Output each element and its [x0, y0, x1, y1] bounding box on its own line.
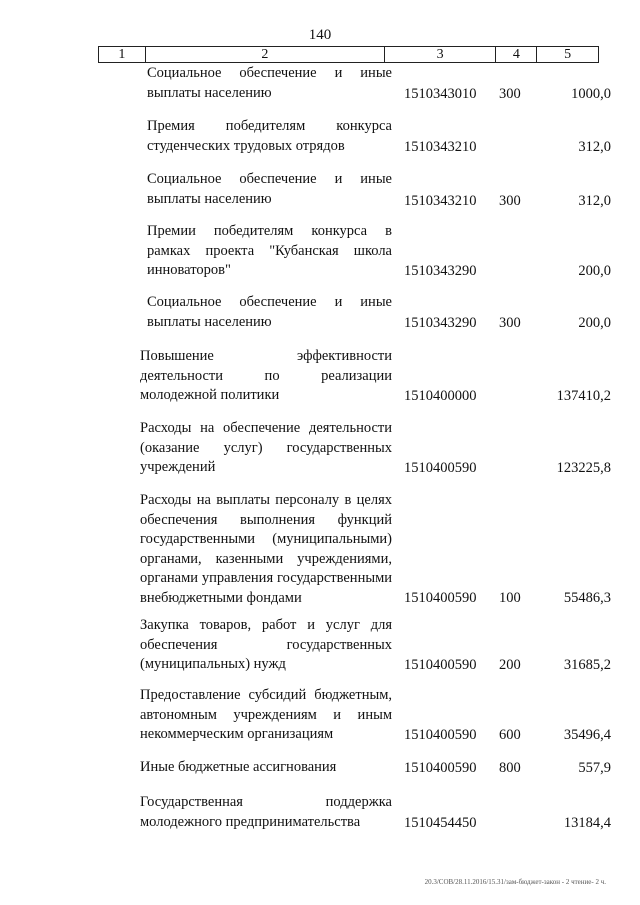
row-code: 1510400590 [404, 760, 477, 776]
table-row [0, 64, 640, 104]
row-code: 1510400590 [404, 657, 477, 673]
header-col-5: 5 [564, 47, 572, 62]
row-amount: 1000,0 [571, 86, 611, 102]
row-name: Расходы на выплаты персоналу в целях обеспечения выполнения функций государственными (муниципальными) органами, казенными учреждениями, органами управления государственными внебюджетными фондами [140, 492, 392, 606]
row-amount: 312,0 [578, 193, 611, 209]
table-row [0, 491, 640, 608]
page-number: 140 [308, 27, 332, 43]
row-code: 1510400590 [404, 727, 477, 743]
row-name: Социальное обеспечение и иные выплаты населению [147, 65, 392, 101]
row-code: 1510400000 [404, 388, 477, 404]
header-col-4: 4 [496, 47, 537, 62]
row-amount: 31685,2 [563, 657, 611, 673]
row-expense-type: 200 [499, 657, 521, 673]
table-row [0, 293, 640, 333]
row-code: 1510343210 [404, 193, 477, 209]
row-expense-type: 600 [499, 727, 521, 743]
row-amount: 35496,4 [563, 727, 611, 743]
row-expense-type: 800 [499, 760, 521, 776]
row-name: Премии победителям конкурса в рамках проекта "Кубанская школа инноваторов" [147, 223, 392, 278]
header-col-2: 2 [146, 47, 385, 62]
table-row [0, 793, 640, 833]
row-amount: 123225,8 [556, 460, 611, 476]
row-name: Закупка товаров, работ и услуг для обеспечения государственных (муниципальных) нужд [140, 617, 392, 672]
row-name: Повышение эффективности деятельности по реализации молодежной политики [140, 348, 392, 403]
row-code: 1510343290 [404, 315, 477, 331]
row-code: 1510400590 [404, 460, 477, 476]
row-amount: 55486,3 [563, 590, 611, 606]
row-code: 1510454450 [404, 815, 477, 831]
row-amount: 200,0 [578, 263, 611, 279]
row-expense-type: 300 [499, 315, 521, 331]
row-amount: 200,0 [578, 315, 611, 331]
row-name: Иные бюджетные ассигнования [140, 759, 337, 775]
table-row [0, 758, 640, 778]
row-expense-type: 300 [499, 193, 521, 209]
row-name: Премия победителям конкурса студенческих трудовых отрядов [147, 118, 392, 154]
row-code: 1510343210 [404, 139, 477, 155]
table-row [0, 170, 640, 211]
row-name: Государственная поддержка молодежного предпринимательства [140, 794, 392, 830]
row-name: Социальное обеспечение и иные выплаты населению [147, 294, 392, 330]
row-amount: 312,0 [578, 139, 611, 155]
table-row [0, 117, 640, 157]
footer-stamp: 20.3/СОВ/28.11.2016/15.31/зам-бюджет-закон - 2 чтение- 2 ч. [424, 878, 606, 886]
row-name: Социальное обеспечение и иные выплаты населению [147, 171, 392, 207]
header-col-3: 3 [385, 47, 497, 62]
table-header [98, 46, 599, 63]
row-expense-type: 100 [499, 590, 521, 606]
row-expense-type: 300 [499, 86, 521, 102]
row-code: 1510343290 [404, 263, 477, 279]
table-row [0, 347, 640, 406]
row-amount: 13184,4 [563, 815, 611, 831]
row-code: 1510343010 [404, 86, 477, 102]
table-row [0, 419, 640, 478]
row-amount: 557,9 [578, 760, 611, 776]
table-row [0, 222, 640, 281]
row-amount: 137410,2 [556, 388, 611, 404]
table-row [0, 686, 640, 745]
table-row [0, 616, 640, 675]
row-name: Расходы на обеспечение деятельности (оказание услуг) государственных учреждений [140, 420, 392, 475]
header-col-1: 1 [99, 47, 146, 62]
row-code: 1510400590 [404, 590, 477, 606]
row-name: Предоставление субсидий бюджетным, автономным учреждениям и иным некоммерческим организациям [140, 687, 392, 742]
